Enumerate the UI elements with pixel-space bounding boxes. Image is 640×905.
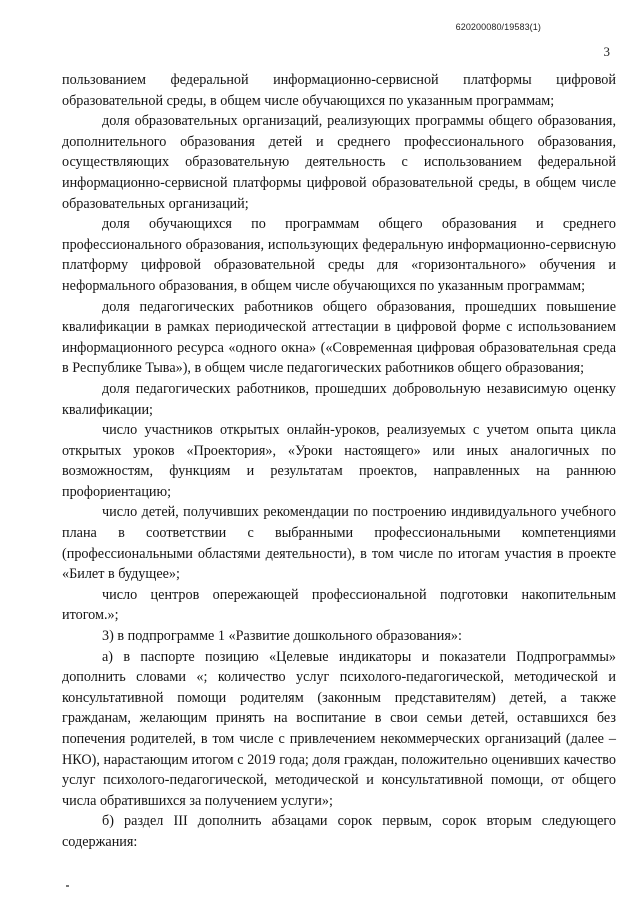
paragraph: доля образовательных организаций, реализующих программы общего образования, дополнительного образования детей и среднего профессионального образования, осуществляющих образовательную деятельность с использованием федеральной информационно-сервисной платформы цифровой образовательной среды, в общем числе образовательных организаций; [62, 113, 616, 212]
paragraph: доля педагогических работников общего образования, прошедших повышение квалификации в рамках периодической аттестации в цифровой форме с использованием информационного ресурса «одного окна» («Современная цифровая образовательная среда в Республике Тыва»), в общем числе педагогических работников общего образования; [62, 298, 616, 377]
paragraph: 3) в подпрограмме 1 «Развитие дошкольного образования»: [102, 628, 462, 645]
paragraph: число детей, получивших рекомендации по построению индивидуального учебного плана в соответствии с выбранными профессиональными компетенциями (профессиональными областями деятельности), в том числе по итогам участия в проекте «Билет в будущее»; [62, 504, 616, 583]
paragraph: доля педагогических работников, прошедших добровольную независимую оценку квалификации; [62, 380, 616, 418]
paragraph: число участников открытых онлайн-уроков, реализуемых с учетом опыта цикла открытых уроков «Проектория», «Уроки настоящего» или иных аналогичных по возможностям, функциям и результатам проектов, направленных на раннюю профориентацию; [62, 422, 616, 500]
paragraph: пользованием федеральной информационно-сервисной платформы цифровой образовательной среды, в общем числе обучающихся по указанным программам; [62, 72, 616, 109]
document-body [62, 70, 616, 853]
page-number: 3 [603, 44, 610, 59]
scan-artifact [66, 885, 69, 887]
paragraph: б) раздел III дополнить абзацами сорок первым, сорок вторым следующего содержания: [62, 813, 616, 850]
paragraph: число центров опережающей профессиональной подготовки накопительным итогом.»; [62, 586, 616, 624]
paragraph: а) в паспорте позицию «Целевые индикаторы и показатели Подпрограммы» дополнить словами «; количество услуг психолого-педагогической, методической и консультативной помощи родителям (законным представителям) детей, а также гражданам, желающим принять на воспитание в свои семьи детей, оставшихся без попечения родителей, в том числе с привлечением некоммерческих организаций (далее – НКО), нарастающим итогом с 2019 года; доля граждан, положительно оценивших качество услуг психолого-педагогической, методической и консультативной помощи, от общего числа обратившихся за получением услуги»; [62, 648, 616, 809]
paragraph: доля обучающихся по программам общего образования и среднего профессионального образования, использующих федеральную информационно-сервисную платформу цифровой образовательной среды для «горизонтального» обучения и неформального образования, в общем числе обучающихся по указанным программам; [62, 216, 616, 294]
document-id: 620200080/19583(1) [455, 22, 541, 32]
